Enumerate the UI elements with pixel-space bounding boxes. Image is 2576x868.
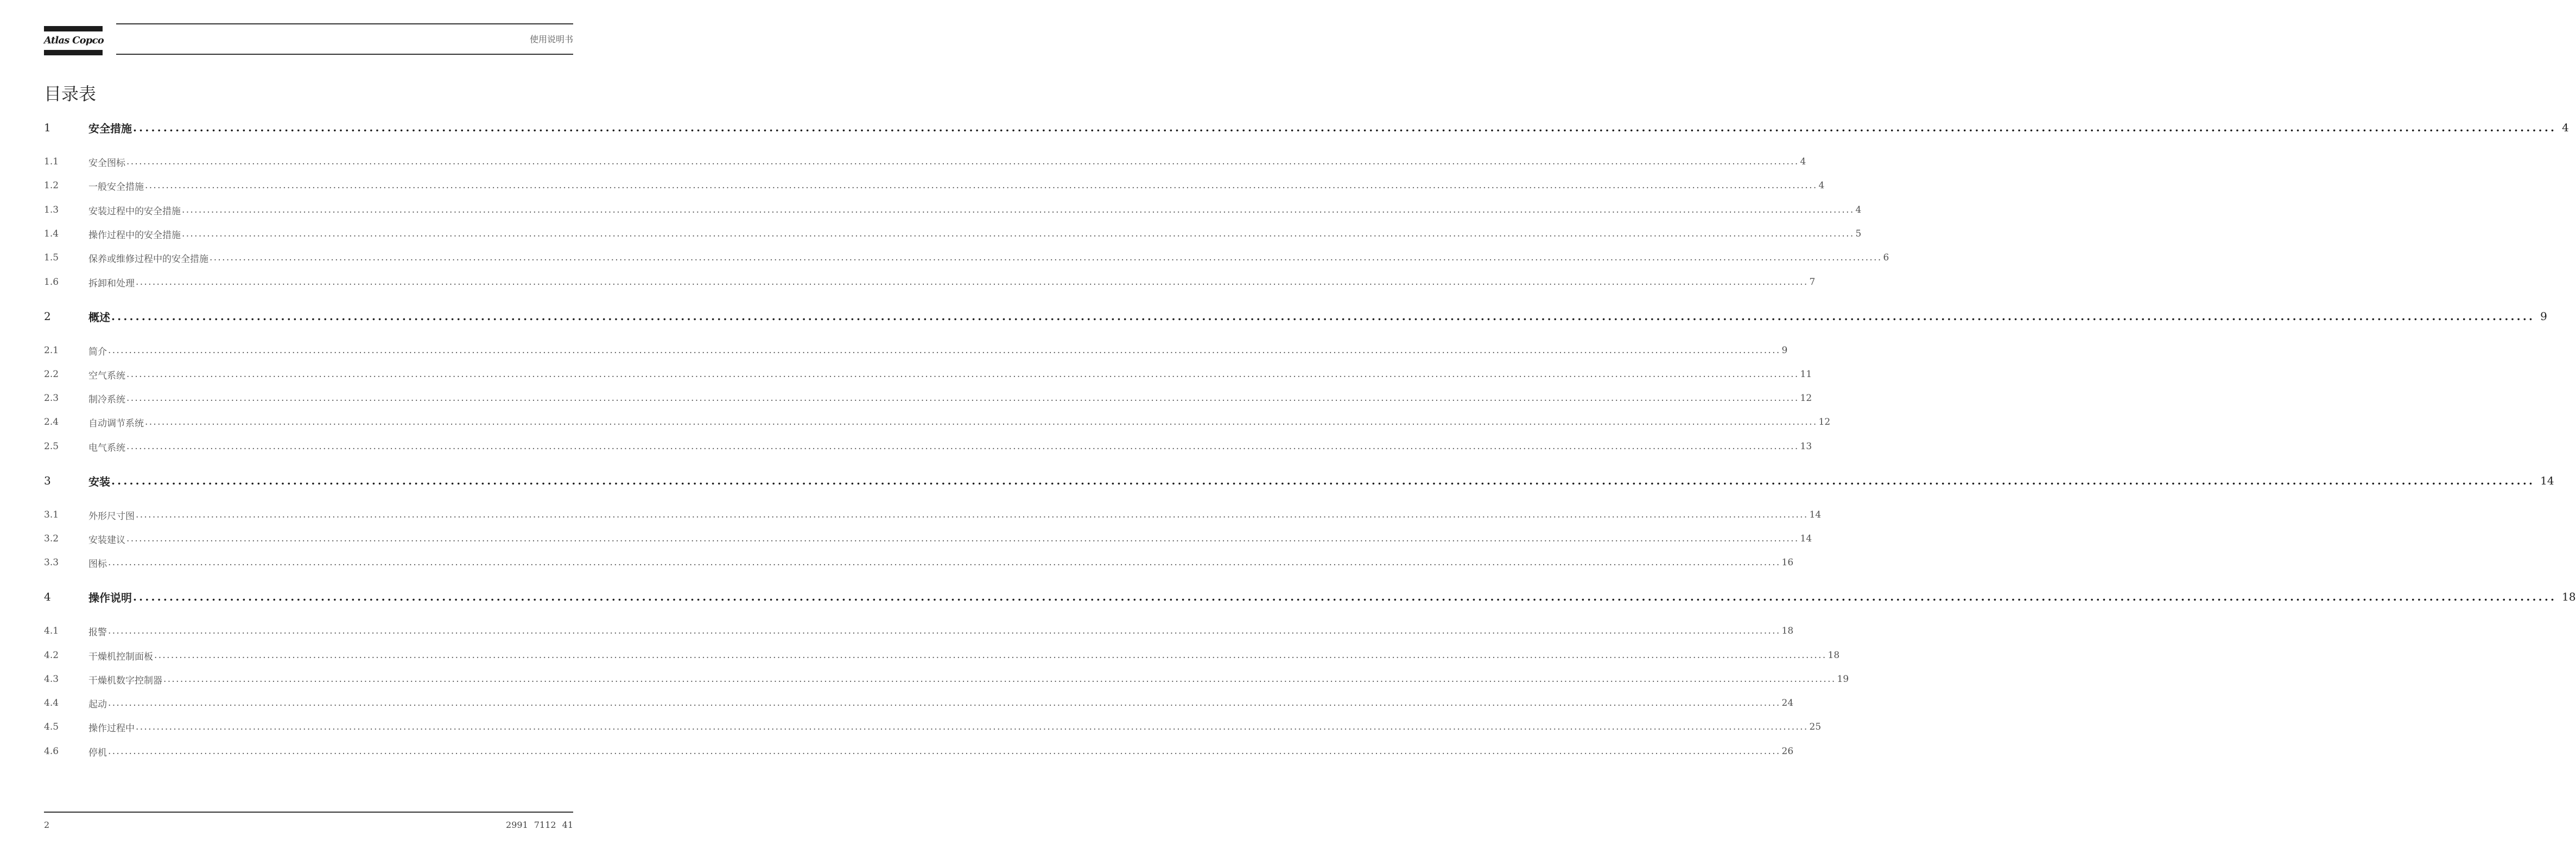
toc-dot-leader: ................................................................................................................................................................................................................................................................................................................................................................................................................: [210, 252, 1882, 263]
toc-entry-page: 16: [1781, 557, 1794, 568]
toc-entry-title: 报警: [88, 627, 107, 638]
toc-entry-page: 7: [1809, 277, 1816, 288]
toc-entry-number: 4.2: [44, 650, 59, 661]
logo-bottom-bar: [44, 50, 103, 55]
toc-entry-number: 4.6: [44, 746, 59, 757]
toc-entry-title: 干燥机数字控制器: [88, 675, 162, 686]
toc-chapter-entry[interactable]: [44, 473, 2554, 489]
toc-section-entry[interactable]: [44, 366, 1812, 382]
toc-entry-number: 2.4: [44, 417, 59, 427]
toc-entry-page: 4: [1818, 180, 1825, 191]
toc-entry-number: 2: [44, 310, 51, 323]
toc-dot-leader: ................................................................................................................................................................................................................................................................................................................................................................................................................: [163, 674, 1836, 685]
toc-entry-title: 保养或维修过程中的安全措施: [88, 253, 208, 265]
toc-section-entry[interactable]: [44, 671, 1849, 687]
header-top-rule: [116, 23, 573, 24]
toc-entry-number: 3.1: [44, 509, 59, 520]
toc-chapter-entry[interactable]: [44, 119, 2569, 136]
toc-entry-title: 安全措施: [88, 122, 132, 135]
toc-entry-title: 操作过程中: [88, 723, 135, 734]
toc-entry-number: 1.6: [44, 277, 59, 288]
toc-section-entry[interactable]: [44, 507, 1822, 523]
toc-section-entry[interactable]: [44, 531, 1812, 547]
toc-entry-number: 3: [44, 474, 51, 487]
toc-entry-page: 14: [1809, 509, 1822, 520]
header-title: 使用说明书: [529, 34, 573, 44]
toc-entry-title: 简介: [88, 346, 107, 358]
toc-entry-page: 14: [2540, 474, 2554, 487]
toc-section-entry[interactable]: [44, 414, 1831, 430]
toc-dot-leader: ................................................................................................................................................................................................................................................................................................................................................................................................................: [108, 698, 1781, 709]
toc-entry-number: 1.4: [44, 228, 59, 239]
toc-entry-title: 自动调节系统: [88, 418, 144, 429]
toc-entry-title: 概述: [88, 310, 110, 324]
toc-entry-title: 安装过程中的安全措施: [88, 206, 181, 217]
toc-entry-number: 2.2: [44, 369, 59, 380]
toc-entry-number: 3.2: [44, 533, 59, 544]
toc-entry-number: 2.1: [44, 345, 59, 356]
toc-entry-title: 安装建议: [88, 534, 125, 546]
toc-dot-leader: ................................................................................................................................................................................................................................................................................................................................................................................................................: [111, 310, 2535, 323]
toc-dot-leader: ................................................................................................................................................................................................................................................................................................................................................................................................................: [145, 417, 1818, 427]
toc-dot-leader: ................................................................................................................................................................................................................................................................................................................................................................................................................: [126, 369, 1799, 380]
footer-doc-number: 2991 7112 41: [506, 820, 573, 830]
toc-entry-number: 4.3: [44, 674, 59, 685]
toc-section-entry[interactable]: [44, 719, 1822, 735]
toc-entry-title: 电气系统: [88, 442, 125, 454]
toc-section-entry[interactable]: [44, 695, 1794, 711]
toc-section-entry[interactable]: [44, 250, 1889, 266]
toc-entry-page: 25: [1809, 722, 1822, 732]
toc-entry-page: 12: [1818, 417, 1831, 427]
toc-section-entry[interactable]: [44, 177, 1825, 194]
toc-entry-title: 安装: [88, 475, 110, 488]
toc-entry-page: 4: [1855, 205, 1862, 215]
toc-section-entry[interactable]: [44, 623, 1794, 639]
toc-entry-number: 4: [44, 590, 51, 603]
toc-dot-leader: ................................................................................................................................................................................................................................................................................................................................................................................................................: [136, 277, 1809, 288]
toc-entry-page: 4: [1800, 156, 1806, 167]
toc-entry-page: 26: [1781, 746, 1794, 757]
toc-entry-number: 4.4: [44, 698, 59, 709]
logo-top-bar: [44, 26, 103, 31]
toc-entry-title: 制冷系统: [88, 394, 125, 405]
toc-entry-title: 外形尺寸图: [88, 510, 135, 522]
toc-section-entry[interactable]: [44, 743, 1794, 760]
toc-dot-leader: ................................................................................................................................................................................................................................................................................................................................................................................................................: [108, 557, 1781, 568]
toc-entry-page: 9: [2540, 310, 2547, 323]
toc-entry-page: 6: [1883, 252, 1889, 263]
toc-section-entry[interactable]: [44, 154, 1806, 170]
toc-entry-page: 14: [1800, 533, 1812, 544]
toc-section-entry[interactable]: [44, 342, 1788, 359]
toc-entry-title: 干燥机控制面板: [88, 651, 153, 662]
toc-entry-title: 空气系统: [88, 370, 125, 381]
toc-dot-leader: ................................................................................................................................................................................................................................................................................................................................................................................................................: [126, 533, 1799, 544]
toc-entry-page: 5: [1855, 228, 1862, 239]
header-bottom-rule: [116, 54, 573, 55]
toc-dot-leader: ................................................................................................................................................................................................................................................................................................................................................................................................................: [145, 180, 1818, 191]
toc-entry-title: 起动: [88, 699, 107, 710]
toc-section-entry[interactable]: [44, 647, 1840, 663]
toc-entry-title: 拆卸和处理: [88, 278, 135, 289]
toc-entry-page: 12: [1800, 393, 1812, 404]
toc-section-entry[interactable]: [44, 202, 1862, 218]
toc-dot-leader: ................................................................................................................................................................................................................................................................................................................................................................................................................: [108, 746, 1781, 757]
toc-section-entry[interactable]: [44, 554, 1794, 571]
toc-dot-leader: ................................................................................................................................................................................................................................................................................................................................................................................................................: [126, 441, 1799, 452]
toc-entry-title: 操作过程中的安全措施: [88, 229, 181, 241]
toc-dot-leader: ................................................................................................................................................................................................................................................................................................................................................................................................................: [136, 722, 1809, 732]
toc-title: 目录表: [44, 84, 97, 104]
footer-page-number: 2: [44, 820, 50, 830]
footer-rule: [44, 812, 573, 813]
toc-section-entry[interactable]: [44, 438, 1812, 455]
toc-chapter-entry[interactable]: [44, 589, 2576, 605]
toc-entry-page: 19: [1837, 674, 1849, 685]
toc-dot-leader: ................................................................................................................................................................................................................................................................................................................................................................................................................: [154, 650, 1827, 661]
toc-entry-number: 4.5: [44, 722, 59, 732]
toc-dot-leader: ................................................................................................................................................................................................................................................................................................................................................................................................................: [108, 345, 1781, 356]
logo-wordmark: Atlas Copco: [44, 35, 104, 46]
toc-entry-number: 1.5: [44, 252, 59, 263]
toc-entry-number: 2.5: [44, 441, 59, 452]
toc-entry-title: 图标: [88, 558, 107, 570]
toc-entry-title: 操作说明: [88, 591, 132, 604]
toc-entry-number: 1: [44, 121, 51, 134]
toc-entry-title: 一般安全措施: [88, 181, 144, 193]
toc-dot-leader: ................................................................................................................................................................................................................................................................................................................................................................................................................: [133, 121, 2557, 134]
toc-dot-leader: ................................................................................................................................................................................................................................................................................................................................................................................................................: [126, 156, 1799, 167]
toc-dot-leader: ................................................................................................................................................................................................................................................................................................................................................................................................................: [108, 626, 1781, 636]
toc-dot-leader: ................................................................................................................................................................................................................................................................................................................................................................................................................: [111, 474, 2535, 487]
toc-entry-title: 停机: [88, 747, 107, 758]
toc-entry-page: 13: [1800, 441, 1812, 452]
toc-section-entry[interactable]: [44, 274, 1816, 290]
toc-entry-number: 1.1: [44, 156, 59, 167]
toc-dot-leader: ................................................................................................................................................................................................................................................................................................................................................................................................................: [182, 205, 1855, 215]
toc-entry-page: 9: [1781, 345, 1788, 356]
toc-entry-page: 24: [1781, 698, 1794, 709]
toc-dot-leader: ................................................................................................................................................................................................................................................................................................................................................................................................................: [182, 228, 1855, 239]
toc-entry-number: 4.1: [44, 626, 59, 636]
toc-entry-number: 1.3: [44, 205, 59, 215]
toc-section-entry[interactable]: [44, 226, 1862, 242]
toc-chapter-entry[interactable]: [44, 308, 2547, 324]
toc-entry-page: 18: [1781, 626, 1794, 636]
toc-entry-number: 2.3: [44, 393, 59, 404]
toc-entry-number: 1.2: [44, 180, 59, 191]
toc-entry-number: 3.3: [44, 557, 59, 568]
toc-dot-leader: ................................................................................................................................................................................................................................................................................................................................................................................................................: [126, 393, 1799, 404]
toc-entry-page: 4: [2562, 121, 2569, 134]
atlas-copco-logo: [44, 26, 103, 55]
toc-entry-page: 18: [1828, 650, 1840, 661]
toc-section-entry[interactable]: [44, 390, 1812, 406]
toc-dot-leader: ................................................................................................................................................................................................................................................................................................................................................................................................................: [136, 509, 1809, 520]
toc-dot-leader: ................................................................................................................................................................................................................................................................................................................................................................................................................: [133, 590, 2557, 603]
toc-entry-title: 安全图标: [88, 157, 125, 169]
toc-entry-page: 11: [1800, 369, 1812, 380]
toc-entry-page: 18: [2562, 590, 2576, 603]
